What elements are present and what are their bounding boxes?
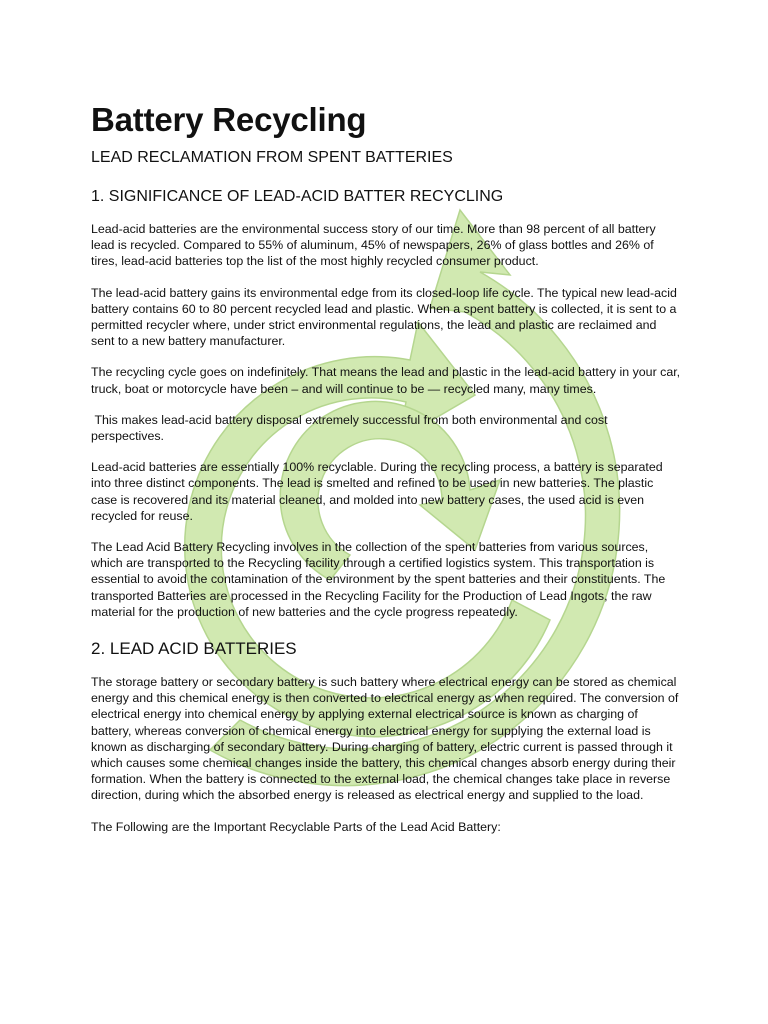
paragraph: The recycling cycle goes on indefinitely. That means the lead and plastic in the lead-acid battery in your car, truck, boat or motorcycle have been – and will continue to be — recycled many, many times. (91, 365, 684, 396)
paragraph: This makes lead-acid battery disposal extremely successful from both environmental and cost perspectives. (91, 412, 611, 444)
paragraph: Lead-acid batteries are the environmental success story of our time. More than 98 percent of all battery lead is recycled. Compared to 55% of aluminum, 45% of newspapers, 26% of glass bottles and 26% of tires, lead-acid batteries top the list of the most highly recycled consumer product. (91, 222, 660, 269)
document-subtitle: LEAD RECLAMATION FROM SPENT BATTERIES (91, 149, 453, 166)
paragraph: Lead-acid batteries are essentially 100% recyclable. During the recycling process, a battery is separated into three distinct components. The lead is smelted and refined to be used in new batteries. The plastic case is recovered and its material cleaned, and molded into new battery cases, the used acid is even recycled for reuse. (91, 460, 667, 523)
document-content (91, 100, 684, 835)
document-title: Battery Recycling (91, 101, 367, 138)
paragraph: The Lead Acid Battery Recycling involves in the collection of the spent batteries from various sources, which are transported to the Recycling facility through a certified logistics system. This transportation is essential to avoid the contamination of the environment by the spent batteries and their constituents. The transported Batteries are processed in the Recycling Facility for the Production of Lead Ingots, the raw material for the production of new batteries and the cycle progress repeatedly. (91, 540, 669, 619)
paragraph: The storage battery or secondary battery is such battery where electrical energy can be stored as chemical energy and this chemical energy is then converted to electrical energy as when required. The conversion of electrical energy into chemical energy by applying external electrical source is known as charging of battery, whereas conversion of chemical energy into electrical energy for supplying the external load is known as discharging of secondary battery. During charging of battery, electric current is passed through it which causes some chemical changes inside the battery, this chemical changes absorb energy during their formation. When the battery is connected to the external load, the chemical changes take place in reverse direction, during which the absorbed energy is released as electrical energy and supplied to the load. (91, 675, 682, 803)
section-heading: 1. SIGNIFICANCE OF LEAD-ACID BATTER RECYCLING (91, 188, 504, 205)
paragraph: The lead-acid battery gains its environmental edge from its closed-loop life cycle. The typical new lead-acid battery contains 60 to 80 percent recycled lead and plastic. When a spent battery is collected, it is sent to a permitted recycler where, under strict environmental regulations, the lead and plastic are reclaimed and sent to a new battery manufacturer. (91, 285, 681, 349)
section-heading: 2. LEAD ACID BATTERIES (91, 639, 297, 659)
section-significance (91, 187, 684, 620)
section-lead-acid-batteries (91, 638, 681, 835)
paragraph: The Following are the Important Recyclable Parts of the Lead Acid Battery: (91, 819, 501, 834)
